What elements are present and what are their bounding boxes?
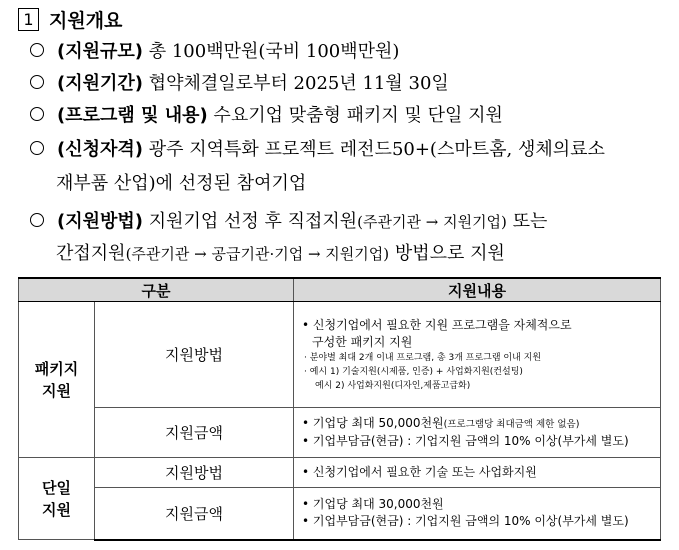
table-row [19, 458, 661, 488]
bullet-period: (지원기간) 협약체결일로부터 2025년 11월 30일 [30, 68, 449, 100]
single-amount-content: • 기업당 최대 30,000천원 • 기업부담금(현금) : 기업지원 금액의 10% 이상(부가세 별도) [294, 488, 661, 540]
section-heading [18, 6, 122, 33]
bullet-eligibility: (신청자격) 광주 지역특화 프로젝트 레전드50+(스마트홈, 생체의료소 [30, 134, 605, 166]
bullet-program: (프로그램 및 내용) 수요기업 맞춤형 패키지 및 단일 지원 [30, 100, 503, 132]
package-amount-label: 지원금액 [95, 408, 294, 458]
section-title: 지원개요 [49, 10, 123, 32]
table-row [19, 408, 661, 458]
section-number: 1 [18, 8, 39, 31]
circle-bullet-icon [30, 213, 44, 227]
support-table [18, 277, 661, 541]
circle-bullet-icon [30, 43, 44, 57]
group-single: 단일 지원 [19, 458, 95, 540]
package-amount-content: • 기업당 최대 50,000천원(프로그램당 최대금액 제한 없음) • 기업부담금(현금) : 기업지원 금액의 10% 이상(부가세 별도) [294, 408, 661, 458]
package-method-content: • 신청기업에서 필요한 지원 프로그램을 자체적으로 구성한 패키지 지원 · 분야별 최대 2개 이내 프로그램, 총 3개 프로그램 이내 지원 · 예시 1) 기술지원(시제품, 인증) + 사업화지원(컨설팅) 예시 2) 사업화지원(디자인,제품고급화) [294, 302, 661, 408]
single-amount-label: 지원금액 [95, 488, 294, 540]
header-content: 지원내용 [294, 278, 661, 302]
single-method-content: • 신청기업에서 필요한 기술 또는 사업화지원 [294, 458, 661, 488]
bullet-scale: (지원규모) 총 100백만원(국비 100백만원) [30, 36, 399, 68]
bullet-method: (지원방법) 지원기업 선정 후 직접지원(주관기관 → 지원기업) 또는 [30, 206, 547, 238]
bullet-method-continued: 간접지원(주관기관 → 공급기관·기업 → 지원기업) 방법으로 지원 [56, 243, 505, 264]
circle-bullet-icon [30, 141, 44, 155]
table-row [19, 302, 661, 408]
single-method-label: 지원방법 [95, 458, 294, 488]
table-header-row [19, 278, 661, 302]
table-row [19, 488, 661, 540]
bullet-eligibility-continued: 재부품 산업)에 선정된 참여기업 [56, 173, 307, 194]
header-category: 구분 [19, 278, 294, 302]
circle-bullet-icon [30, 75, 44, 89]
circle-bullet-icon [30, 107, 44, 121]
group-package: 패키지 지원 [19, 302, 95, 458]
package-method-label: 지원방법 [95, 302, 294, 408]
